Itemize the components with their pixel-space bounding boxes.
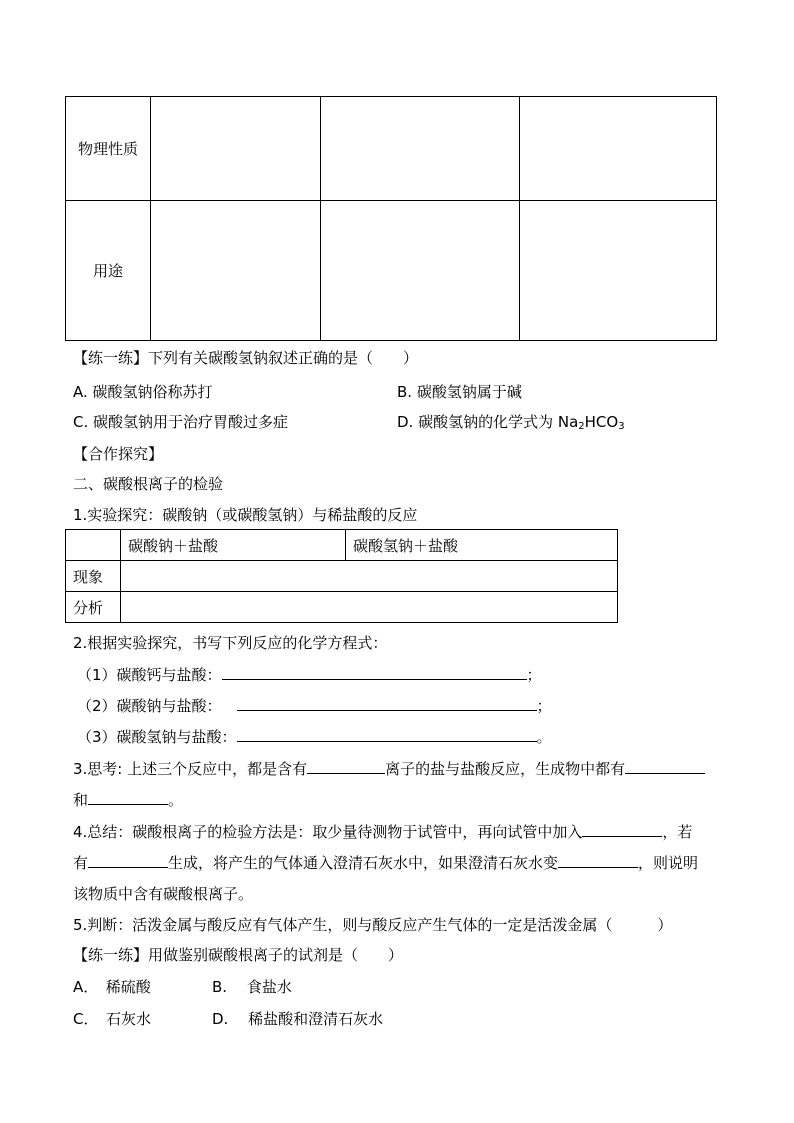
column-header: 碳酸钠＋盐酸: [121, 530, 346, 561]
table-cell: [121, 592, 618, 623]
row-label: 物理性质: [66, 97, 151, 201]
equation-line: （2）碳酸钠与盐酸： ；: [77, 697, 552, 715]
table-row: [66, 201, 717, 341]
option-c: C. 碳酸氢钠用于治疗胃酸过多症: [73, 413, 289, 431]
table-cell: [321, 97, 520, 201]
answer-blank[interactable]: [237, 726, 537, 742]
answer-blank[interactable]: [222, 664, 527, 680]
equation-line: （1）碳酸钙与盐酸： ；: [77, 666, 542, 684]
option-d: D. 稀盐酸和澄清石灰水: [212, 1010, 384, 1028]
table-row: [66, 592, 618, 623]
answer-blank[interactable]: [558, 852, 638, 868]
table-row: [66, 561, 618, 592]
option-c: C． 石灰水: [73, 1010, 151, 1028]
question-5: 5.判断：活泼金属与酸反应有气体产生，则与酸反应产生气体的一定是活泼金属（ ）: [73, 916, 673, 934]
table-cell: [520, 201, 717, 341]
answer-blank[interactable]: [88, 852, 168, 868]
row-label: 分析: [66, 592, 121, 623]
question-4-end: 该物质中含有碳酸根离子。: [73, 885, 254, 903]
question-3: 3.思考: 上述三个反应中，都是含有 离子的盐与盐酸反应，生成物中都有: [73, 758, 705, 779]
experiment-table: [65, 529, 618, 623]
question-4: 4.总结：碳酸根离子的检验方法是：取少量待测物于试管中，再向试管中加入 ，若: [73, 823, 693, 841]
table-cell: [520, 97, 717, 201]
answer-blank[interactable]: [625, 758, 705, 774]
answer-blank[interactable]: [582, 821, 662, 837]
column-header: 碳酸氢钠＋盐酸: [346, 530, 618, 561]
option-a: A． 稀硫酸: [73, 978, 151, 996]
option-b: B. 碳酸氢钠属于碱: [397, 383, 522, 401]
table-cell: [121, 561, 618, 592]
row-label: 现象: [66, 561, 121, 592]
option-d: D. 碳酸氢钠的化学式为 $Na_2HCO_3$: [397, 413, 625, 432]
question-4-cont: 有 生成，将产生的气体通入澄清石灰水中，如果澄清石灰水变 ，则说明: [73, 854, 699, 872]
practice1-question: 【练一练】下列有关碳酸氢钠叙述正确的是（ ）: [73, 349, 419, 367]
question-1: 1.实验探究：碳酸钠（或碳酸氢钠）与稀盐酸的反应: [73, 506, 418, 524]
answer-blank[interactable]: [307, 758, 385, 774]
equation-line: （3）碳酸氢钠与盐酸： 。: [77, 728, 552, 746]
table-cell: [151, 201, 321, 341]
section-title: 二、碳酸根离子的检验: [73, 475, 224, 493]
question-2: 2.根据实验探究，书写下列反应的化学方程式：: [73, 634, 388, 652]
section-heading: 【合作探究】: [73, 445, 164, 463]
row-label: 用途: [66, 201, 151, 341]
option-b: B. 食盐水: [212, 978, 292, 996]
table-row: [66, 530, 618, 561]
properties-table: [65, 96, 717, 341]
table-cell: [321, 201, 520, 341]
answer-blank[interactable]: [88, 789, 168, 805]
question-3-cont: 和 。: [73, 791, 184, 809]
table-cell: [66, 530, 121, 561]
answer-blank[interactable]: [237, 695, 537, 711]
table-row: [66, 97, 717, 201]
practice2-question: 【练一练】用做鉴别碳酸根离子的试剂是（ ）: [73, 946, 404, 964]
option-a: A. 碳酸氢钠俗称苏打: [73, 383, 213, 401]
table-cell: [151, 97, 321, 201]
